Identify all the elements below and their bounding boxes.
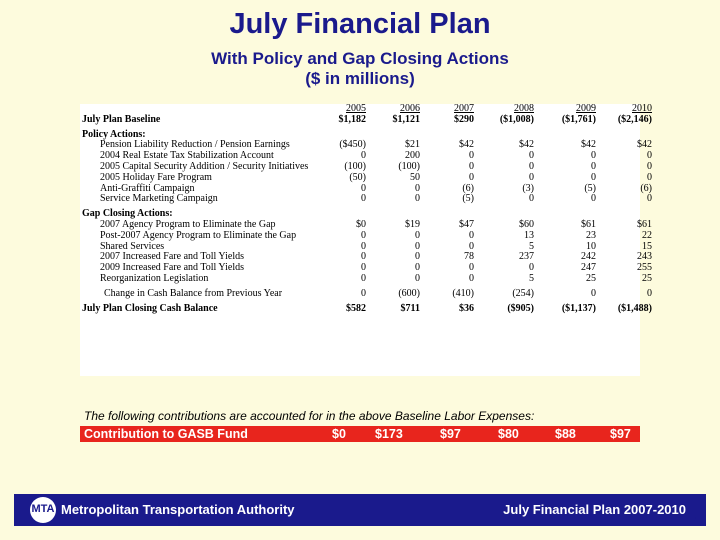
table-row (82, 194, 652, 205)
cell-value: $42 (581, 139, 596, 151)
cell-value: 0 (415, 251, 420, 263)
gasb-value: $0 (332, 427, 346, 441)
cell-value: 78 (464, 251, 474, 263)
mta-logo-text: MTA (31, 503, 55, 515)
year-header: 2008 (514, 103, 534, 114)
row-label: 2007 Agency Program to Eliminate the Gap (100, 218, 276, 230)
cell-value: 0 (361, 287, 366, 299)
gasb-label: Contribution to GASB Fund (84, 427, 248, 441)
cell-value: 0 (469, 229, 474, 241)
cell-value: $42 (459, 139, 474, 151)
cell-value: (6) (640, 182, 652, 194)
mta-logo (30, 497, 56, 523)
gasb-value: $173 (375, 427, 403, 441)
subtitle-line-2: ($ in millions) (305, 69, 415, 88)
cell-value: (5) (462, 193, 474, 205)
cell-value: 0 (469, 262, 474, 274)
change-row (82, 289, 652, 300)
cell-value: 0 (591, 171, 596, 183)
cell-value: $711 (400, 302, 420, 314)
subtitle-line-1: With Policy and Gap Closing Actions (211, 49, 509, 68)
row-label: Service Marketing Campaign (100, 193, 218, 205)
cell-value: 0 (361, 262, 366, 274)
cell-value: 247 (581, 262, 596, 274)
cell-value: 0 (529, 171, 534, 183)
cell-value: 0 (415, 182, 420, 194)
cell-value: 0 (647, 287, 652, 299)
cell-value: $19 (405, 218, 420, 230)
cell-value: 10 (586, 240, 596, 252)
cell-value: $290 (454, 113, 474, 125)
cell-value: (5) (584, 182, 596, 194)
row-label: 2007 Increased Fare and Toll Yields (100, 251, 244, 263)
row-label: Pension Liability Reduction / Pension Earnings (100, 139, 290, 151)
cell-value: 0 (361, 193, 366, 205)
cell-value: $42 (519, 139, 534, 151)
table-row (82, 274, 652, 285)
cell-value: (6) (462, 182, 474, 194)
table-row (82, 173, 652, 184)
cell-value: 0 (647, 193, 652, 205)
footer-bar (14, 494, 706, 526)
year-header: 2006 (400, 103, 420, 114)
gasb-value: $80 (498, 427, 519, 441)
cell-value: 50 (410, 171, 420, 183)
row-label: Post-2007 Agency Program to Eliminate the Gap (100, 229, 297, 241)
year-header: 2005 (346, 103, 366, 114)
cell-value: 5 (529, 272, 534, 284)
row-label: Change in Cash Balance from Previous Year (104, 287, 283, 299)
cell-value: 25 (586, 272, 596, 284)
cell-value: 0 (647, 150, 652, 162)
cell-value: 13 (524, 229, 534, 241)
cell-value: 237 (519, 251, 534, 263)
page-subtitle (0, 49, 720, 89)
cell-value: 5 (529, 240, 534, 252)
cell-value: 243 (637, 251, 652, 263)
cell-value: 0 (591, 193, 596, 205)
organization-name: Metropolitan Transportation Authority (61, 502, 295, 517)
cell-value: 22 (642, 229, 652, 241)
cell-value: 0 (591, 160, 596, 172)
cell-value: 0 (415, 272, 420, 284)
baseline-row (82, 115, 652, 126)
gasb-value: $88 (555, 427, 576, 441)
cell-value: $36 (459, 302, 474, 314)
gap-closing-header: Gap Closing Actions: (82, 208, 173, 220)
cell-value: 0 (529, 262, 534, 274)
cell-value: 0 (469, 240, 474, 252)
cell-value: 0 (361, 150, 366, 162)
cell-value: (100) (344, 160, 366, 172)
page-title: July Financial Plan (229, 8, 491, 40)
cell-value: (600) (398, 287, 420, 299)
row-label: Shared Services (100, 240, 165, 252)
cell-value: 0 (361, 240, 366, 252)
cell-value: (254) (512, 287, 534, 299)
gasb-value: $97 (440, 427, 461, 441)
row-label: Reorganization Legislation (100, 272, 209, 284)
cell-value: 0 (647, 160, 652, 172)
row-label: July Plan Baseline (82, 113, 161, 125)
cell-value: 0 (415, 229, 420, 241)
cell-value: 0 (469, 272, 474, 284)
row-label: July Plan Closing Cash Balance (82, 302, 218, 314)
table-row (82, 231, 652, 242)
cell-value: 0 (361, 251, 366, 263)
cell-value: 0 (647, 171, 652, 183)
gasb-contribution-bar (80, 426, 640, 442)
cell-value: 200 (405, 150, 420, 162)
cell-value: 25 (642, 272, 652, 284)
cell-value: $61 (581, 218, 596, 230)
cell-value: 15 (642, 240, 652, 252)
row-label: Anti-Graffiti Campaign (100, 182, 195, 194)
cell-value: 242 (581, 251, 596, 263)
cell-value: 0 (591, 150, 596, 162)
year-header: 2010 (632, 103, 652, 114)
cell-value: 23 (586, 229, 596, 241)
cell-value: ($450) (339, 139, 366, 151)
cell-value: 0 (415, 240, 420, 252)
cell-value: 0 (415, 262, 420, 274)
cell-value: 0 (469, 160, 474, 172)
cell-value: 0 (361, 182, 366, 194)
cell-value: (50) (349, 171, 366, 183)
cell-value: 0 (361, 229, 366, 241)
cell-value: 0 (529, 160, 534, 172)
cell-value: 0 (469, 150, 474, 162)
cell-value: $61 (637, 218, 652, 230)
cell-value: $42 (637, 139, 652, 151)
row-label: 2004 Real Estate Tax Stabilization Account (100, 150, 274, 162)
row-label: 2005 Capital Security Addition / Security Initiatives (100, 160, 309, 172)
cell-value: ($1,761) (561, 113, 596, 125)
financial-table (82, 104, 652, 314)
cell-value: 0 (529, 193, 534, 205)
cell-value: $582 (346, 302, 366, 314)
cell-value: (3) (522, 182, 534, 194)
cell-value: 0 (415, 193, 420, 205)
cell-value: 0 (529, 150, 534, 162)
row-label: 2009 Increased Fare and Toll Yields (100, 262, 244, 274)
cell-value: $47 (459, 218, 474, 230)
cell-value: $0 (356, 218, 366, 230)
cell-value: 0 (469, 171, 474, 183)
gasb-value: $97 (610, 427, 631, 441)
policy-actions-header: Policy Actions: (82, 128, 146, 140)
cell-value: (410) (452, 287, 474, 299)
cell-value: 0 (591, 287, 596, 299)
cell-value: (100) (398, 160, 420, 172)
cell-value: $1,182 (338, 113, 366, 125)
cell-value: 255 (637, 262, 652, 274)
cell-value: $1,121 (392, 113, 420, 125)
year-header: 2007 (454, 103, 474, 114)
closing-row (82, 304, 652, 315)
page-number: 7 (692, 515, 698, 525)
cell-value: ($1,137) (561, 302, 596, 314)
cell-value: ($2,146) (617, 113, 652, 125)
cell-value: $60 (519, 218, 534, 230)
plan-name: July Financial Plan 2007-2010 (503, 502, 686, 517)
cell-value: ($1,488) (617, 302, 652, 314)
contributions-note: The following contributions are accounted for in the above Baseline Labor Expenses: (84, 409, 535, 423)
year-header: 2009 (576, 103, 596, 114)
cell-value: 0 (361, 272, 366, 284)
row-label: 2005 Holiday Fare Program (100, 171, 212, 183)
cell-value: $21 (405, 139, 420, 151)
cell-value: ($1,008) (499, 113, 534, 125)
cell-value: ($905) (507, 302, 534, 314)
